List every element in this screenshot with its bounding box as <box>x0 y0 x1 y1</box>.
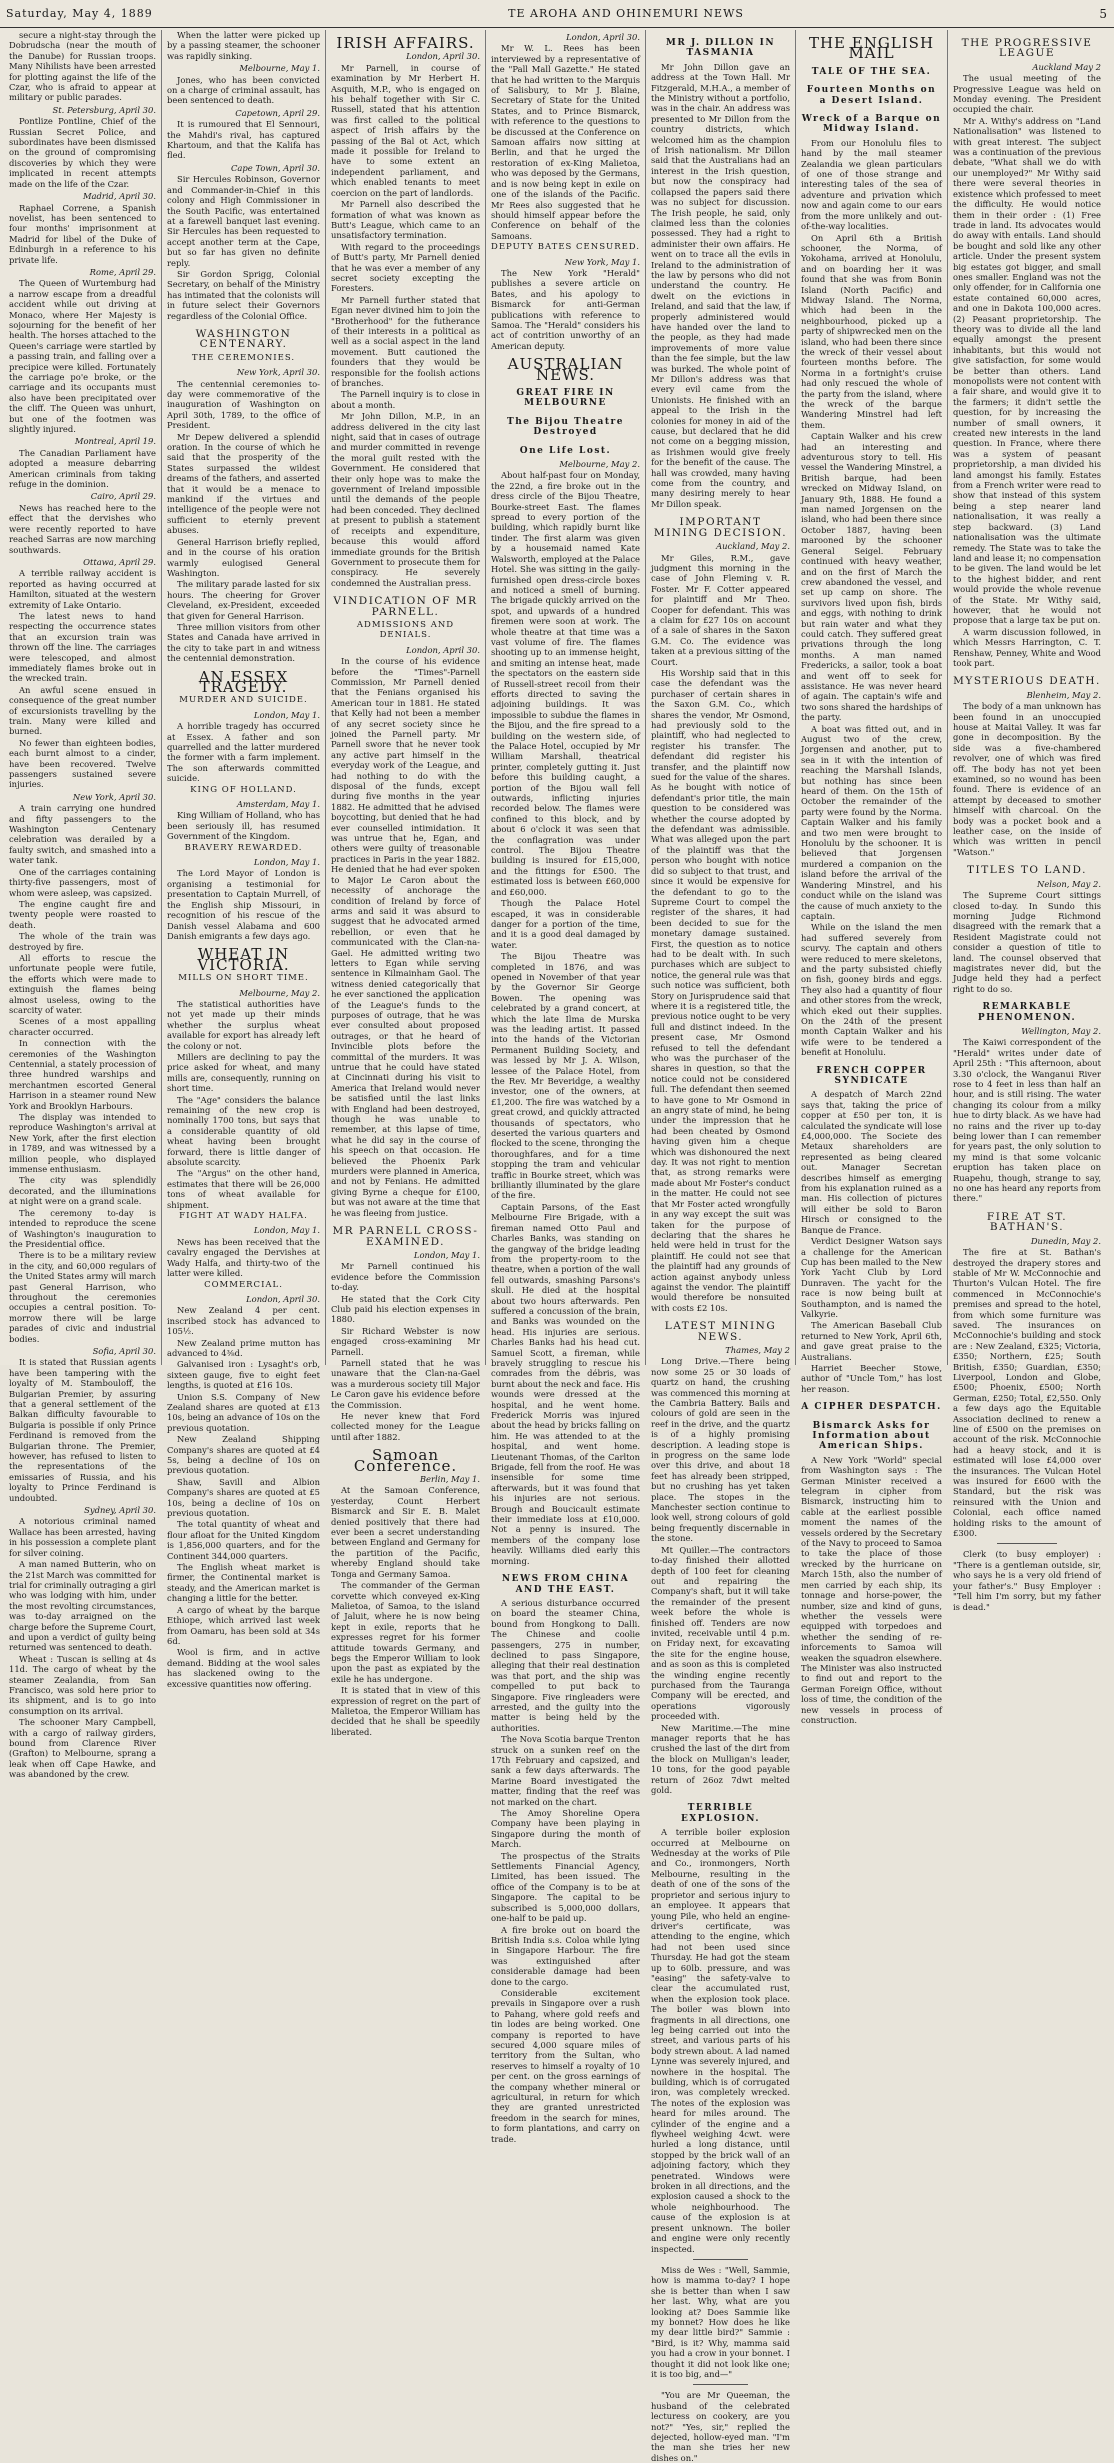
paragraph: Mr John Dillon, M.P., in an address delivered in the city last night, said that in cases of outrage and murder committed in revenge the moral guilt rested with the Government. He considered that their only hope was to make the government of Ireland impossible until the demands of the people had been conceded. They declined at present to publish a statement of receipts and expenditure, because this would afford immediate grounds for the British Government to prosecute them for conspiracy. He severely condemned the Australian press. <box>331 411 480 588</box>
paragraph: The latest news to hand respecting the occurrence states that an excursion train was thrown off the line. The carriages were telescoped, and almost immediately flames broke out in the wrecked train. <box>9 610 156 684</box>
dateline: London, May 1. <box>253 709 320 720</box>
dateline: Cape Town, April 30. <box>231 162 320 173</box>
headline: Samoan Conference. <box>353 1446 458 1475</box>
paragraph: Raphael Correne, a Spanish novelist, has been sentenced to four months' imprisonment at Madrid for libel of the Duke of Edinburgh in a reference to his private life. <box>9 202 156 265</box>
paragraph: Mr W. L. Rees has been interviewed by a representative of the "Pall Mall Gazette." He stated that he had written to the Marquis of Salisbury, to Mr J. Blaine, Secretary of State for the United States, and to Prince Bismarck, with reference to the questions to be discussed at the Conference on Samoan affairs now sitting at Berlin, and that he urged the restoration of ex-King Malietoa, who was deposed by the Germans, and is now being kept in exile on one of the islands of the Pacific. Mr Rees also suggested that he should himself appear before the Conference on behalf of the Samoans. <box>491 43 640 241</box>
dateline: London, April 30. <box>246 1293 320 1304</box>
paragraph: At the Samoan Conference, yesterday, Count Herbert Bismarck and Sir E. B. Malet denied positively that there had ever been a secret understanding between England and Germany for the partition of the Pacific, whereby England should take Tonga and Germany Samoa. <box>331 1485 480 1579</box>
dateline: Melbourne, May 2. <box>559 459 640 470</box>
dateline: London, May 1. <box>253 857 320 868</box>
paragraph: The prospectus of the Straits Settlements Financial Agency, Limited, has been issued. The office of the Company is to be at Singapore. The capital to be subscribed is 5,000,000 dollars, one-half to be paid up. <box>491 1850 640 1924</box>
headline: VINDICATION OF MR PARNELL. <box>333 595 478 618</box>
subheading: KING OF HOLLAND. <box>190 784 297 795</box>
subheading: BRAVERY REWARDED. <box>184 842 303 853</box>
paragraph: The New York "Herald" publishes a severe article on Bates, and his apology to Bismarck for anti-German publications with reference to Samoa. The "Herald" considers his act of contrition unworthy of an American deputy. <box>491 267 640 351</box>
paragraph: Three million visitors from other States and Canada have arrived in the city to take part in and witness the centennial demonstration. <box>167 621 320 664</box>
paragraph: The Lord Mayor of London is organising a testimonial for presentation to Captain Murrell, of the English ship Missouri, in recognition of his rescue of the Danish vessel Alabama and 600 Danish emigrants a few days ago. <box>167 868 320 941</box>
paragraph: News has been received that the cavalry engaged the Dervishes at Wady Halfa, and thirty-two of the latter were killed. <box>167 1236 320 1279</box>
paragraph: One of the carriages containing thirty-five passengers, most of whom were asleep, was capsized. <box>9 866 156 898</box>
divider <box>693 2259 749 2260</box>
paragraph: Galvanised iron : Lysaght's orb, sixteen gauge, five to eight feet lengths, is quoted at £16 10s. <box>167 1359 320 1391</box>
paragraph: New Zealand Shipping Company's shares are quoted at £4 5s, being a decline of 10s on previous quotation. <box>167 1434 320 1476</box>
column-6 <box>796 30 948 1725</box>
subheading: Wreck of a Barque on Midway Island. <box>801 114 942 135</box>
paragraph: The usual meeting of the Progressive League was held on Monday evening. The President occupied the chair. <box>953 73 1101 115</box>
paragraph: A man named Butterin, who on the 21st March was committed for trial for criminally outraging a girl who was lodging with him, under the most revolting circumstances, was to-day arraigned on the charge before the Supreme Court, and upon a verdict of guilty being returned was sentenced to death. <box>9 1559 156 1653</box>
paragraph: A fire broke out on board the British India s.s. Coloa while lying in Singapore Harbour. The fire was extinguished after considerable damage had been done to the cargo. <box>491 1924 640 1987</box>
dateline: Sofia, April 30. <box>92 1345 156 1356</box>
dateline: New York, May 1. <box>564 256 640 267</box>
paragraph: The Amoy Shoreline Opera Company have been playing in Singapore during the month of March. <box>491 1808 640 1850</box>
paragraph: The display was intended to reproduce Washington's arrival at New York, after the first election in 1789, and was witnessed by a million people, who displayed immense enthusiasm. <box>9 1112 156 1175</box>
headline: IMPORTANT MINING DECISION. <box>653 516 788 539</box>
paragraph: The Queen of Wurtemburg had a narrow escape from a dreadful accident while out driving at Monaco, where Her Majesty is sojourning for the benefit of her health. The horses attached to the Queen's carriage were startled by a passing train, and falling over a precipice were killed. Fortunately the carriage po'e broke, or the carriage and its occupants must also have been precipitated over the cliff. The Queen was unhurt, but one of the footmen was slightly injured. <box>9 278 156 435</box>
paragraph: There is to be a military review in the city, and 60,000 regulars of the United States army will march past General Harrison, who throughout the ceremonies occupies a central position. To-morrow there will be large parades of civic and industrial bodies. <box>9 1250 156 1344</box>
paragraph: The whole of the train was destroyed by fire. <box>9 931 156 952</box>
dateline: London, April 30. <box>566 32 640 42</box>
paragraph: Jones, who has been convicted on a charge of criminal assault, has been sentenced to death. <box>167 74 320 106</box>
paragraph: Mt Quiller.—The contractors to-day finished their allotted depth of 100 feet for cleaning out and repairing the Company's shaft, but it will take the remainder of the present week before the whole is finished off. Tenders are now invited, receivable until 4 p.m. on Friday next, for excavating the site for the engine house, and as soon as this is completed the winding engine recently purchased from the Tauranga Company will be erected, and operations vigorously proceeded with. <box>651 1544 790 1722</box>
headline: A CIPHER DESPATCH. <box>801 1402 942 1413</box>
paragraph: Though the Palace Hotel escaped, it was in considerable danger for a portion of the time, and it is a good deal damaged by water. <box>491 898 640 950</box>
headline: IRISH AFFAIRS. <box>336 34 475 52</box>
paragraph: A train carrying one hundred and fifty passengers to the Washington Centenary celebration was derailed by a faulty switch, and smashed into a water tank. <box>9 803 156 866</box>
paragraph: The body of a man unknown has been found in an unoccupied house at Maitai Valley. It was far gone in decomposition. By the side was a five-chambered revolver, one of which was fired off. The body has not yet been examined, so no wound has been found. There is evidence of an attempt by deceased to smother himself with charcoal. On the body was a pocket book and a leather case, on the inside of which was written in pencil "Watson." <box>953 701 1101 857</box>
subheading: ADMISSIONS AND DENIALS. <box>356 619 455 641</box>
dateline: London, April 30. <box>406 644 480 655</box>
subheading: COMMERCIAL. <box>204 1279 283 1290</box>
paragraph: Mr Parnell continued his evidence before the Commission to-day. <box>331 1261 480 1293</box>
dateline: Cairo, April 29. <box>90 491 156 502</box>
paragraph: Wheat : Tuscan is selling at 4s 11d. The cargo of wheat by the steamer Zealandia, from San Francisco, was sold here prior to its shipment, and is to go into consumption on its arrival. <box>9 1653 156 1716</box>
headline: NEWS FROM CHINA AND THE EAST. <box>501 1574 630 1595</box>
divider <box>693 2384 749 2385</box>
dateline: Nelson, May 2. <box>1037 878 1101 889</box>
paragraph: Wool is firm, and in active demand. Bidding at the wool sales has slackened owing to the excessive quantities now offering. <box>167 1647 320 1689</box>
dateline: Auckland, May 2. <box>716 541 790 552</box>
paragraph: A serious disturbance occurred on board the steamer China, bound from Hongkong to Dalli. The Chinese and coolie passengers, 275 in number, declined to pass Singapore, alleging that their real destination was that port, and the ship was compelled to put back to Singapore. Five ringleaders were arrested, and the guilty into the matter is being held by the authorities. <box>491 1597 640 1733</box>
paragraph: When the latter were picked up by a passing steamer, the schooner was rapidly sinking. <box>167 30 320 61</box>
headline: MYSTERIOUS DEATH. <box>953 675 1101 688</box>
subheading: Bismarck Asks for Information about American Ships. <box>812 1420 931 1452</box>
column-3 <box>326 30 486 1737</box>
subheading: DEPUTY BATES CENSURED. <box>491 242 641 253</box>
dateline: London, May 1. <box>413 1249 480 1260</box>
headline: MR J. DILLON IN TASMANIA <box>665 38 776 59</box>
paragraph: An awful scene ensued in consequence of the great number of excursionists travelling by the train. Many were killed and burned. <box>9 684 156 737</box>
paragraph: The centennial ceremonies to-day were commemorative of the inauguration of Washington on April 30th, 1789, to the office of President. <box>167 378 320 431</box>
paragraph: A New York "World" special from Washington says : The German Minister received a telegram in cipher from Bismarck, instructing him to cable at the earliest possible moment the names of the vessels ordered by the Secretary of the Navy to proceed to Samoa to take the place of those wrecked by the hurricane on March 15th, also the number of men carried by each ship, its tonnage and horse-power, the number, size and kind of guns, whether the vessels were equipped with torpedoes and whether the sending of re-inforcements to Samoa will weaken the squadron elsewhere. The Minister was also instructed to find out and report to the German Foreign Office, without loss of time, the condition of the new vessels in process of construction. <box>801 1454 942 1725</box>
paragraph: Sir Hercules Robinson, Governor and Commander-in-Chief in this colony and High Commissioner in the South Pacific, was entertained at a farewell banquet last evening. Sir Hercules has been requested to accept another term at the Cape, but so far has given no definite reply. <box>167 174 320 268</box>
paragraph: New Zealand prime mutton has advanced to 4⅜d. <box>167 1337 320 1358</box>
paragraph: The American Baseball Club returned to New York, April 6th, and gave great praise to the Australians. <box>801 1320 942 1362</box>
dateline: London, May 1. <box>253 1225 320 1236</box>
columns <box>4 30 1110 2463</box>
headline: AUSTRALIAN NEWS. <box>507 355 624 384</box>
subheading: One Life Lost. <box>519 445 612 456</box>
paragraph: A terrible railway accident is reported as having occurred at Hamilton, situated at the western extremity of Lake Ontario. <box>9 568 156 610</box>
paragraph: The total quantity of wheat and flour afloat for the United Kingdom is 1,856,000 quarters, and for the Continent 344,000 quarters. <box>167 1519 320 1561</box>
subheading: MURDER AND SUICIDE. <box>179 695 308 706</box>
paragraph: His Worship said that in this case the defendant was the purchaser of certain shares in the Saxon G.M. Co., which shares the vendor, Mr Osmond, had previously sold to the plaintiff, who had neglected to register his transfer. The defendant did register his transfer, and the plaintiff now sued for the value of the shares. As he bought with notice of defendant's prior title, the main question to be considered was whether the course adopted by the defendant was admissible. What was alleged upon the part of the plaintiff was that the person who bought with notice did so subject to that trust, and since it would be expensive for the defendant to go to the Supreme Court to compel the register of the shares, it had been decided to sue for the monetary damage sustained. First, the question as to notice had to be dealt with. In such purchases which are subject to notice, the general rule was that such notice was sufficient, both Story on Jurisprudence said that where it is a registered title, the previous notice ought to be very full and distinct indeed. In the present case, Mr Osmond refused to tell the defendant who was the purchaser of the shares in question, so that the notice could not be considered full. The defendant then seemed to have gone to Mr Osmond in an angry state of mind, he being under the impression that he had been cheated by Osmond having given him a cheque which was dishonoured the next day. It was not right to mention that, as strong remarks were made about Mr Foster's conduct in the matter. He could not see that Mr Foster acted wrongfully in any way except the suit was taken for the purpose of declaring that the shares he held were held in trust for the plaintiff. He could not see that the plaintiff had any grounds of action against anybody unless against the vendor. The plaintiff would therefore be nonsuited with costs £2 10s. <box>651 667 790 1313</box>
paragraph: No fewer than eighteen bodies, each burnt almost to a cinder, have been recovered. Twelve passengers sustained severe injuries. <box>9 737 156 790</box>
paragraph: A terrible boiler explosion occurred at Melbourne on Wednesday at the works of Pile and Co., ironmongers, North Melbourne, resulting in the death of one of the sons of the proprietor and serious injury to an employee. It appears that young Pile, who held an engine-driver's certificate, was attending to the engine, which had not been used since Thursday. He had got the steam up to 60lb. pressure, and was "easing" the safety-valve to clear the accumulated rust, when the explosion took place. The boiler was blown into fragments in all directions, one leg being carried out into the street, and various parts of his body strewn about. A lad named Lynne was severely injured, and nowhere in the hospital. The building, which is of corrugated iron, was completely wrecked. The notes of the explosion was heard for miles around. The cylinder of the engine and a flywheel weighing 4cwt. were hurled a long distance, until stopped by the brick wall of an adjoining factory, which they penetrated. Windows were broken in all directions, and the explosion caused a shock to the whole neighbourhood. The cause of the explosion is at present unknown. The boiler and engine were only recently inspected. <box>651 1827 790 2254</box>
paragraph: Mr Parnell, in course of examination by Mr Herbert H. Asquith, M.P., who is engaged on his behalf together with Sir C. Russell, stated that his attention was first called to the political aspect of Irish affairs by the passing of the Bal ot Act, which made it possible for Ireland to have to some extent an independent parliament, and which enabled tenants to meet coercion on the part of landlords. <box>331 62 480 198</box>
paragraph: The city was splendidly decorated, and the illuminations at night were on a grand scale. <box>9 1175 156 1207</box>
column-7 <box>948 30 1106 1612</box>
paragraph: Clerk (to busy employer) : "There is a gentleman outside, sir, who says he is a very old friend of your father's." Busy Employer : "Tell him I'm sorry, but my father is dead." <box>953 1549 1101 1612</box>
paragraph: The Parnell inquiry is to close in about a month. <box>331 389 480 410</box>
dateline: New York, April 30. <box>236 367 320 378</box>
paragraph: A cargo of wheat by the barque Ethiope, which arrived last week from Oamaru, has been sold at 34s 6d. <box>167 1604 320 1646</box>
paragraph: It is rumoured that El Sennouri, the Mahdi's rival, has captured Khartoum, and that the Kalifa has fled. <box>167 119 320 161</box>
headline: TERRIBLE EXPLOSION. <box>680 1803 761 1824</box>
dateline: Montreal, April 19. <box>74 436 156 447</box>
paragraph: With regard to the proceedings of Butt's party, Mr Parnell denied that he was ever a member of any secret society excepting the Foresters. <box>331 241 480 294</box>
paragraph: It is stated that in view of this expression of regret on the part of Malietoa, the Emperor William has decided that he shall be speedily liberated. <box>331 1685 480 1737</box>
paragraph: Scenes of a most appalling character occurred. <box>9 1016 156 1037</box>
paragraph: Captain Walker and his crew had an interesting and adventurous story to tell. His vessel the Wandering Minstrel, a British barque, had been wrecked on Midway Island, on January 9th, 1888. He found a man named Jorgensen on the island, who had been there since October 1887, having been marooned by the schooner General Seigel. February continued with heavy weather, and on the first of March the crew abandoned the vessel, and set up camp on shore. The survivors lived upon fish, birds and eggs, with nothing to drink but rain water and what they could catch. They suffered great privations through the long months. A man named Fredericks, a sailor, took a boat and went off to seek for assistance. He was never heard of again. The captain's wife and two sons shared the hardships of the party. <box>801 431 942 723</box>
page-number: 5 <box>1099 6 1108 21</box>
paragraph: "You are Mr Queeman, the husband of the celebrated lecturess on cookery, are you not?" "Yes, sir," replied the dejected, hollow-eyed man. "I'm the man she tries her new dishes on." <box>651 2390 790 2463</box>
paragraph: The Canadian Parliament have adopted a measure debarring American criminals from taking refuge in the dominion. <box>9 447 156 490</box>
paragraph: A boat was fitted out, and in August two of the crew, Jorgensen and another, put to sea in it with the intention of reaching the Marshall Islands, but nothing has since been heard of them. On the 15th of October the remainder of the party were found by the Norma. Captain Walker and his family and two men were brought to Honolulu by the schooner. It is believed that Jorgensen murdered a companion on the island before the arrival of the Wandering Minstrel, and his conduct while on the island was the cause of much anxiety to the captain. <box>801 723 942 921</box>
paragraph: Verdict Designer Watson says a challenge for the American Cup has been mailed to the New York Yacht Club by Lord Dunraven. The yacht for the race is now being built at Southampton, and is named the Valkyrie. <box>801 1236 942 1319</box>
dateline: Amsterdam, May 1. <box>236 799 320 810</box>
subheading: GREAT FIRE IN MELBOURNE <box>516 388 615 409</box>
headline: AN ESSEX TRAGEDY. <box>198 667 289 696</box>
dateline: London, April 30. <box>406 51 480 62</box>
dateline: St. Petersburg, April 30. <box>52 104 156 115</box>
paragraph: Considerable excitement prevails in Singapore over a rush to Pahang, where gold reefs and tin lodes are being worked. One company is reported to have secured 4,000 square miles of territory from the Sultan, who reserves to himself a royalty of 10 per cent. on the gross earnings of the company whether mineral or agricultural, in return for which they are granted unrestricted freedom in the search for mines, to form plantations, and carry on trade. <box>491 1987 640 2144</box>
dateline: Thames, May 2 <box>725 1344 790 1355</box>
paragraph: Mr Parnell further stated that Egan never divined him to join the "Brotherhood" for the futherance of their interests in a political as well as a social aspect in the land movement. Butt cautioned the founders that they would be responsible for the foolish actions of branches. <box>331 294 480 388</box>
dateline: New York, April 30. <box>72 791 156 802</box>
dateline: Blenheim, May 2. <box>1026 689 1101 700</box>
paragraph: The commander of the German corvette which conveyed ex-King Malietoa, of Samoa, to the island of Jaluit, where he is now being kept in exile, reports that he expresses regret for his former attitude towards Germany, and begs the Emperor William to look upon the past as expiated by the exile he has undergone. <box>331 1580 480 1684</box>
paragraph: The statistical authorities have not yet made up their minds whether the surplus wheat available for export has already left the colony or not. <box>167 998 320 1051</box>
paragraph: The fire at St. Bathan's destroyed the drapery stores and stable of Mr W. McConnochie and Thurton's Vulcan Hotel. The fire commenced in McConnochie's premises and spread to the hotel, from which some furniture was saved. The insurances on McConnochie's building and stock are : New Zealand, £325; Victoria, £350; Northern, £25; South British, £350; Guardian, £350; Liverpool, London and Globe, £500; Phoenix, £500; North German, £250; Total, £2,550. Only a few days ago the Equitable Association declined to renew a line of £500 on the premises on account of the risk. McConnochie had a heavy stock, and it is estimated will lose £4,000 over the insurances. The Vulcan Hotel was insured for £600 with the Standard, but the risk was reinsured with the Union and Colonial, each office named holding risks to the amount of £300. <box>953 1247 1101 1539</box>
subheading: MILLS ON SHORT TIME. <box>178 973 309 984</box>
paragraph: The schooner Mary Campbell, with a cargo of railway girders, bound from Clarence River (Grafton) to Melbourne, sprang a leak when off Cape Hawke, and was abandoned by the crew. <box>9 1717 156 1780</box>
column-5 <box>646 30 796 2463</box>
paragraph: King William of Holland, who has been seriously ill, has resumed Government of the Kingdom. <box>167 810 320 842</box>
paragraph: About half-past four on Monday, the 22nd, a fire broke out in the dress circle of the Bijou Theatre, Bourke-street East. The flames spread to every portion of the building, which rapidly burnt like tinder. The first alarm was given by a housemaid named Kate Walsworth, employed at the Palace Hotel. She was sitting in the gaily-furnished open dress-circle boxes and noticed a smell of burning. The brigade quickly arrived on the spot, and upwards of a hundred firemen were soon at work. The whole theatre at that time was a vast volume of fire. The flames shooting up to an immense height, and smiting an intense heat, made the spectators on the eastern side of Russell-street recoil from their efforts directed to saving the adjoining buildings. It was impossible to subdue the flames in the Bijou, and the fire spread to a building on the western side, of the Palace Hotel, occupied by Mr William Marshall, theatrical printer, completely gutting it. Just before this building caught, a portion of the Bijou wall fell outwards, inflicting injuries recorded below. The flames were confined to this block, and by about 6 o'clock it was seen that the conflagration was under control. The Bijou Theatre building is insured for £15,000, and the fittings for £500. The estimated loss is between £60,000 and £60,000. <box>491 470 640 897</box>
masthead <box>0 0 1114 28</box>
dateline: Madrid, April 30. <box>82 191 156 202</box>
paragraph: New Maritime.—The mine manager reports that he has crushed the last of the dirt from the block on Mulligan's leader, 10 tons, for the good payable return of 26oz 7dwt melted gold. <box>651 1722 790 1796</box>
paragraph: He never knew that Ford collected money for the League until after 1882. <box>331 1411 480 1442</box>
paragraph: Mr Depew delivered a splendid oration. In the course of which he said that the prosperity of the States surpassed the wildest dreams of the fathers, and asserted that it would be a menace to mankind if the virtues and intelligence of the people were not sufficient to eternly prevent abuses. <box>167 431 320 536</box>
paragraph: The "Age" considers the balance remaining of the new crop is nominally 1700 tons, but says that a considerable quantity of old wheat having been brought forward, there is little danger of absolute scarcity. <box>167 1094 320 1168</box>
column-1 <box>4 30 162 1780</box>
paragraph: Mr John Dillon gave an address at the Town Hall. Mr Fitzgerald, M.H.A., a member of the Ministry without a portfolio, was in the chair. An address was presented to Mr Dillon from the country districts, which welcomed him as the champion of Irish nationalism. Mr Dillon said that the Australians had an interest in the Irish question, but now the conspiracy had collapsed the papers said there was no subject for discussion. The Irish people, he said, only claimed less than the colonies possessed. They had a right to administer their own affairs. He went on to trace all the evils in Ireland to the administration of the law by persons who did not understand the country. He dwelt on the evictions in Ireland, and said that the law, if properly administered would have handed over the land to the people, as they had made improvements of more value than the fee simple, but the law was burked. The whole point of Mr Dillon's address was that every evil came from the Unionists. He finished with an appeal to the Irish in the colonies for money in aid of the cause, but declared that he did not come on a begging mission, as Irishmen would give freely for the benefit of the cause. The hall was crowded, many having come from the country, and many desiring merely to hear Mr Dillon speak. <box>651 61 790 509</box>
headline: THE PROGRESSIVE LEAGUE <box>961 37 1093 60</box>
paragraph: The ceremony to-day is intended to reproduce the scene of Washington's inauguration to the Presidential office. <box>9 1207 156 1249</box>
paragraph: A notorious criminal named Wallace has been arrested, having in his possession a complete plant for silver coining. <box>9 1516 156 1558</box>
paragraph: It is stated that Russian agents have been tampering with the loyalty of M. Stambouloff, the Bulgarian Premier, by assuring that a general settlement of the Balkan difficulty favourable to Bulgaria is possible if only Prince Ferdinand is removed from the Bulgarian throne. The Premier, however, has refused to listen to the representations of the emissaries of Russia, and his loyalty to Prince Ferdinand is undoubted. <box>9 1357 156 1503</box>
headline: FRENCH COPPER SYNDICATE <box>816 1065 927 1086</box>
paragraph: Shaw, Savill and Albion Company's shares are quoted at £5 10s, being a decline of 10s on previous quotation. <box>167 1476 320 1519</box>
paragraph: Millers are declining to pay the price asked for wheat, and many mills are, consequently, running on short time. <box>167 1051 320 1094</box>
headline: TITLES TO LAND. <box>967 864 1087 877</box>
paragraph: From our Honolulu files to hand by the mail steamer Zealandia we glean particulars of one of those strange and interesting tales of the sea of adventure and privation which now and again come to our ears from the more unlikely and out-of-the-way localities. <box>801 137 942 232</box>
paragraph: A despatch of March 22nd says that, taking the price of copper at £50 per ton, it is calculated the syndicate will lose £4,000,000. The Societe des Metaux shareholders are represented as being cleared out. Manager Secretan describes himself as emerging from his explanation ruined as a man. His collection of pictures will either be sold to Baron Hirsch or consigned to the Banque de France. <box>801 1089 942 1235</box>
paper-title: TE AROHA AND OHINEMURI NEWS <box>508 7 744 20</box>
paragraph: Mr Parnell also described the formation of what was known as Butt's League, which came to an unsatisfactory termination. <box>331 199 480 241</box>
paragraph: The engine caught fire and twenty people were roasted to death. <box>9 898 156 930</box>
paragraph: Union S.S. Company of New Zealand shares are quoted at £13 10s, being an advance of 10s on the previous quotation. <box>167 1391 320 1433</box>
paragraph: The Supreme Court sittings closed to-day. In Sundo this morning Judge Richmond disagreed with the remark that a Resident Magistrate could not consider a question of title to land. The counsel observed that magistrates never did, but the Judge held they had a perfect right to do so. <box>953 890 1101 994</box>
dateline: Melbourne, May 1. <box>239 63 320 74</box>
issue-date: Saturday, May 4, 1889 <box>6 7 153 20</box>
paragraph: Captain Parsons, of the East Melbourne Fire Brigade, with a fireman named Otto Paul and Charles Banks, was standing on the gangway of the bridge leading from the property-room to the theatre, when a portion of the wall fell outwards, smashing Parsons's skull. He died at the hospital about two hours afterwards. Pen suffered a concussion of the brain, and Banks was wounded on the head. His injuries are serious. Charles Banks had his head cut. Samuel Scott, a fireman, while bravely struggling to rescue his comrades from the débris, was burnt about the neck and face. His wounds were dressed at the hospital, and he went home. Frederick Morris was injured about the head by bricks falling on him. He was attended to at the hospital, and went home. Lieutenant Thomas, of the Carlton Brigade, fell from the roof. He was insensible for some time afterwards, but it was found that his injuries are not serious. Brough and Boucicault estimate their immediate loss at £10,000. Not a penny is insured. The members of the company lose heavily. Williams died early this morning. <box>491 1201 640 1566</box>
paragraph: In the course of his evidence before the "Times"-Parnell Commission, Mr Parnell denied that the Fenians organised his American tour in 1881. He stated that Kelly had not been a member of any secret society since he joined the Parnell party. Mr Parnell swore that he never took any active part himself in the everyday work of the League, and had nothing to do with the disposal of the funds, except during five months in the year 1882. He admitted that he advised boycotting, but denied that he had ever counselled intimidation. It was untrue that he, Egan, and others were guilty of treasonable practices in Paris in the year 1882. He denied that he had ever spoken to Major Le Caron about the necessity of anchorage the condition of Ireland by force of arms and said it was absurd to suggest that he advocated armed rebellion, or even that he communicated with the Clan-na-Gael. He admitted writing two letters to Egan while serving sentence in Kilmainham Gaol. The witness denied categorically that he ever sanctioned the application of the League's funds to the purposes of outrage, that he was ever consulted about proposed outrages, or that he heard of Invincible plots before the committal of the murders. It was untrue that he could have stated at Cincinnati during his visit to America that Ireland would never be satisfied until the last links with England had been destroyed, though he was unable to remember, at this lapse of time, what he did say in the course of his speech on that occasion. He believed the Phoenix Park murders were planned in America, and not by Fenians. He admitted giving Byrne a cheque for £100, but was not aware at the time that he was fleeing from justice. <box>331 656 480 1218</box>
subheading: TALE OF THE SEA. <box>811 66 932 77</box>
paragraph: A horrible tragedy has occurred at Essex. A father and son quarrelled and the latter murdered the former with a farm implement. The son afterwards committed suicide. <box>167 721 320 784</box>
column-4 <box>486 30 646 2144</box>
paragraph: While on the island the men had suffered severely from scurvy. The captain and others were reduced to mere skeletons, and the party subsisted chiefly on fish, gooney birds and eggs. They also had a quantity of flour and other stores from the wreck, which eked out their supplies. On the 24th of the present month Captain Walker and his wife were to be tendered a benefit at Honolulu. <box>801 922 942 1058</box>
paragraph: The military parade lasted for six hours. The cheering for Grover Cleveland, ex-President, exceeded that given for General Harrison. <box>167 579 320 621</box>
paragraph: Parnell stated that he was unaware that the Clan-na-Gael was a murderous society till Major Le Caron gave his evidence before the Commission. <box>331 1357 480 1410</box>
subheading: FIGHT AT WADY HALFA. <box>179 1211 308 1222</box>
paragraph: Sir Richard Webster is now engaged cross-examining Mr Parnell. <box>331 1325 480 1357</box>
paragraph: Mr Giles, R.M., gave judgment this morning in the case of John Fleming v. R. Foster. Mr F. Cotter appeared for plaintiff and Mr Theo. Cooper for defendant. This was a claim for £27 10s on account of a sale of shares in the Saxon G.M. Co. The evidence was taken at a previous sitting of the Court. <box>651 552 790 667</box>
paragraph: Sir Gordon Sprigg, Colonial Secretary, on behalf of the Ministry has intimated that the colonists will in future select their Governors regardless of the Colonial Office. <box>167 268 320 321</box>
subheading: Fourteen Months on a Desert Island. <box>806 85 937 106</box>
dateline: Berlin, May 1. <box>419 1474 480 1485</box>
paragraph: Long Drive.—There being now some 25 or 30 loads of quartz on hand, the crushing was commenced this morning at the Cambria Battery. Bails and colours of gold are seen in the reef in the drive, and the quartz is of a highly promising description. A leading stope is in progress on the same lode over this drive, and about 18 feet has already been stripped, but no crushing has yet taken place. The stopes in the Manchester section continue to look well, strong colours of gold being frequently discernable in the stone. <box>651 1356 790 1544</box>
paragraph: Harriet Beecher Stowe, author of "Uncle Tom," has lost her reason. <box>801 1362 942 1394</box>
paragraph: The English wheat market is firmer, the Continental market is steady, and the American market is changing a little for the better. <box>167 1562 320 1604</box>
headline: FIRE AT ST. BATHAN'S. <box>986 1210 1068 1234</box>
dateline: Auckland May 2 <box>1032 61 1101 72</box>
paragraph: On April 6th a British schooner, the Norma, of Yokohama, arrived at Honolulu, and on boarding her it was found that she was from Bonin Island (North Pacific) and Midway Island. The Norma, which had been in the neighbourhood, picked up a party of shipwrecked men on the island, who had been there since the wreck of their vessel about fourteen months before. The Norma in a fortnight's cruise had only rescued the whole of the party from the island, where the wreck of the barque Wandering Minstrel had left them. <box>801 232 942 430</box>
paragraph: General Harrison briefly replied, and in the course of his oration warmly eulogised General Washington. <box>167 536 320 578</box>
dateline: Sydney, April 30. <box>84 1505 156 1516</box>
headline: LATEST MINING NEWS. <box>664 1320 777 1343</box>
paragraph: The Bijou Theatre was completed in 1876, and was opened in November of that year by the Governor Sir George Bowen. The opening was celebrated by a grand concert, at which the late Ilma de Murska was the leading artist. It passed into the hands of the Victorian Permanent Building Society, and was lessed by Mr J. A. Wilson, lessee of the Palace Hotel, from the Rev. Mr Beveridge, a wealthy investor, one of the owners, at £1,200. The fire was watched by a great crowd, and quickly attracted thousands of spectators, who deserted the various quarters and flocked to the scene, thronging the thoroughfares, and for a time stopping the tram and vehicular traffic in Bourke street, which was brilliantly illuminated by the glare of the fire. <box>491 951 640 1201</box>
dateline: Melbourne, May 2. <box>239 987 320 998</box>
dateline: Capetown, April 29. <box>235 107 320 118</box>
paragraph: News has reached here to the effect that the dervishes who were recently reported to have reached Sarras are now marching southwards. <box>9 502 156 555</box>
paragraph: Pontlize Pontline, Chief of the Russian Secret Police, and subordinates have been dismissed on the ground of compromising discoveries by which they were implicated in recent attempts made on the life of the Czar. <box>9 116 156 189</box>
paragraph: Miss de Wes : "Well, Sammie, how is mamma to-day? I hope she is better than when I saw her last. Why, what are you looking at? Does Sammie like my bonnet? How does he like my dear little bird?" Sammie : "Bird, is it? Why, mamma said you had a crow in your bonnet. I thought it did not look like one; it is too big, and—" <box>651 2264 790 2379</box>
paragraph: He stated that the Cork City Club paid his election expenses in 1880. <box>331 1293 480 1325</box>
paragraph: New Zealand 4 per cent. inscribed stock has advanced to 105½. <box>167 1305 320 1337</box>
paragraph: The Nova Scotia barque Trenton struck on a sunken reef on the 17th February and capsized, and sank a few days afterwards. The Marine Board investigated the matter, finding that the reef was not marked on the chart. <box>491 1734 640 1807</box>
dateline: Rome, April 29. <box>89 266 156 277</box>
headline: THE ENGLISH MAIL <box>808 34 935 63</box>
headline: REMARKABLE PHENOMENON. <box>977 1002 1077 1023</box>
paragraph: The "Argus" on the other hand, estimates that there will be 26,000 tons of wheat available for shipment. <box>167 1168 320 1210</box>
paragraph: All efforts to rescue the unfortunate people were futile, the efforts which were made to extinguish the flames being almost useless, owing to the scarcity of water. <box>9 952 156 1015</box>
column-2 <box>162 30 326 1689</box>
headline: MR PARNELL CROSS-EXAMINED. <box>332 1225 479 1248</box>
paragraph: Mr A. Withy's address on "Land Nationalisation" was listened to with great interest. The subject was a continuation of the previous debate, "What shall we do with our unemployed?" Mr Withy said there were several theories in existence which professed to meet the difficulty. He would notice them in their order : (1) Free trade in land. Its advocates would do away with entails. Land should be bought and sold like any other article. Under the present system big estates got bigger, and small ones smaller. England was not the only offender, for in California one estate contained 60,000 acres, and one in Dakota 100,000 acres. (2) Peasant proprietorship. The theory was to divide all the land equally amongst the present inhabitants, but this would not give satisfaction, for some would be better than others. Land monopolists were not content with a fair share, and would give it to the farmers; it didn't settle the question, for by increasing the number of small owners, it created new interests in the land question. In France, where there was a system of peasant proprietorship, a man divided his land amongst his family. Estates from a French writer were read to show that instead of this system being a step nearer land nationalisation, it was really a step backward. (3) Land nationalisation was the ultimate remedy. The State was to take the land and lease it; no compensation to be given. The land would be let to the highest bidder, and rent would provide the whole revenue of the State. Mr Withy said, however, that he would not propose that a large tax be put on. <box>953 115 1101 626</box>
paragraph: The Kaiwi correspondent of the "Herald" writes under date of April 25th : "This afternoon, about 3.30 o'clock, the Wanganui River rose to 4 feet in less than half an hour, and is still rising. The water changing its colour from a milky hue to dirty black. As we have had no rains and the river up to-day being lower than I can remember for years past, the only solution to my mind is that some volcanic eruption has taken place on Ruapehu, though, strange to say, no one has heard any reports from there." <box>953 1037 1101 1204</box>
paragraph: A warm discussion followed, in which Messrs Harrington, C. T. Renshaw, Penney, White and Wood took part. <box>953 626 1101 668</box>
headline: WHEAT IN VICTORIA. <box>197 945 290 974</box>
paragraph: In connection with the ceremonies of the Washington Centennial, a stately procession of three hundred warships and merchantmen escorted General Harrison in a steamer round New York and Brooklyn Harbours. <box>9 1038 156 1111</box>
headline: WASHINGTON CENTENARY. <box>195 327 292 351</box>
divider <box>997 1543 1056 1544</box>
dateline: Wellington, May 2. <box>1021 1025 1101 1036</box>
subheading: The Bijou Theatre Destroyed <box>507 416 624 438</box>
dateline: Dunedin, May 2. <box>1030 1235 1101 1246</box>
subheading: THE CEREMONIES. <box>191 352 296 363</box>
paragraph: secure a night-stay through the Dobrudscha (near the mouth of the Danube) for Russian troops. Many Nihilists have been arrested for plotting against the life of the Czar, who is afraid to appear at military or public parades. <box>9 30 156 103</box>
dateline: Ottawa, April 29. <box>83 556 156 567</box>
